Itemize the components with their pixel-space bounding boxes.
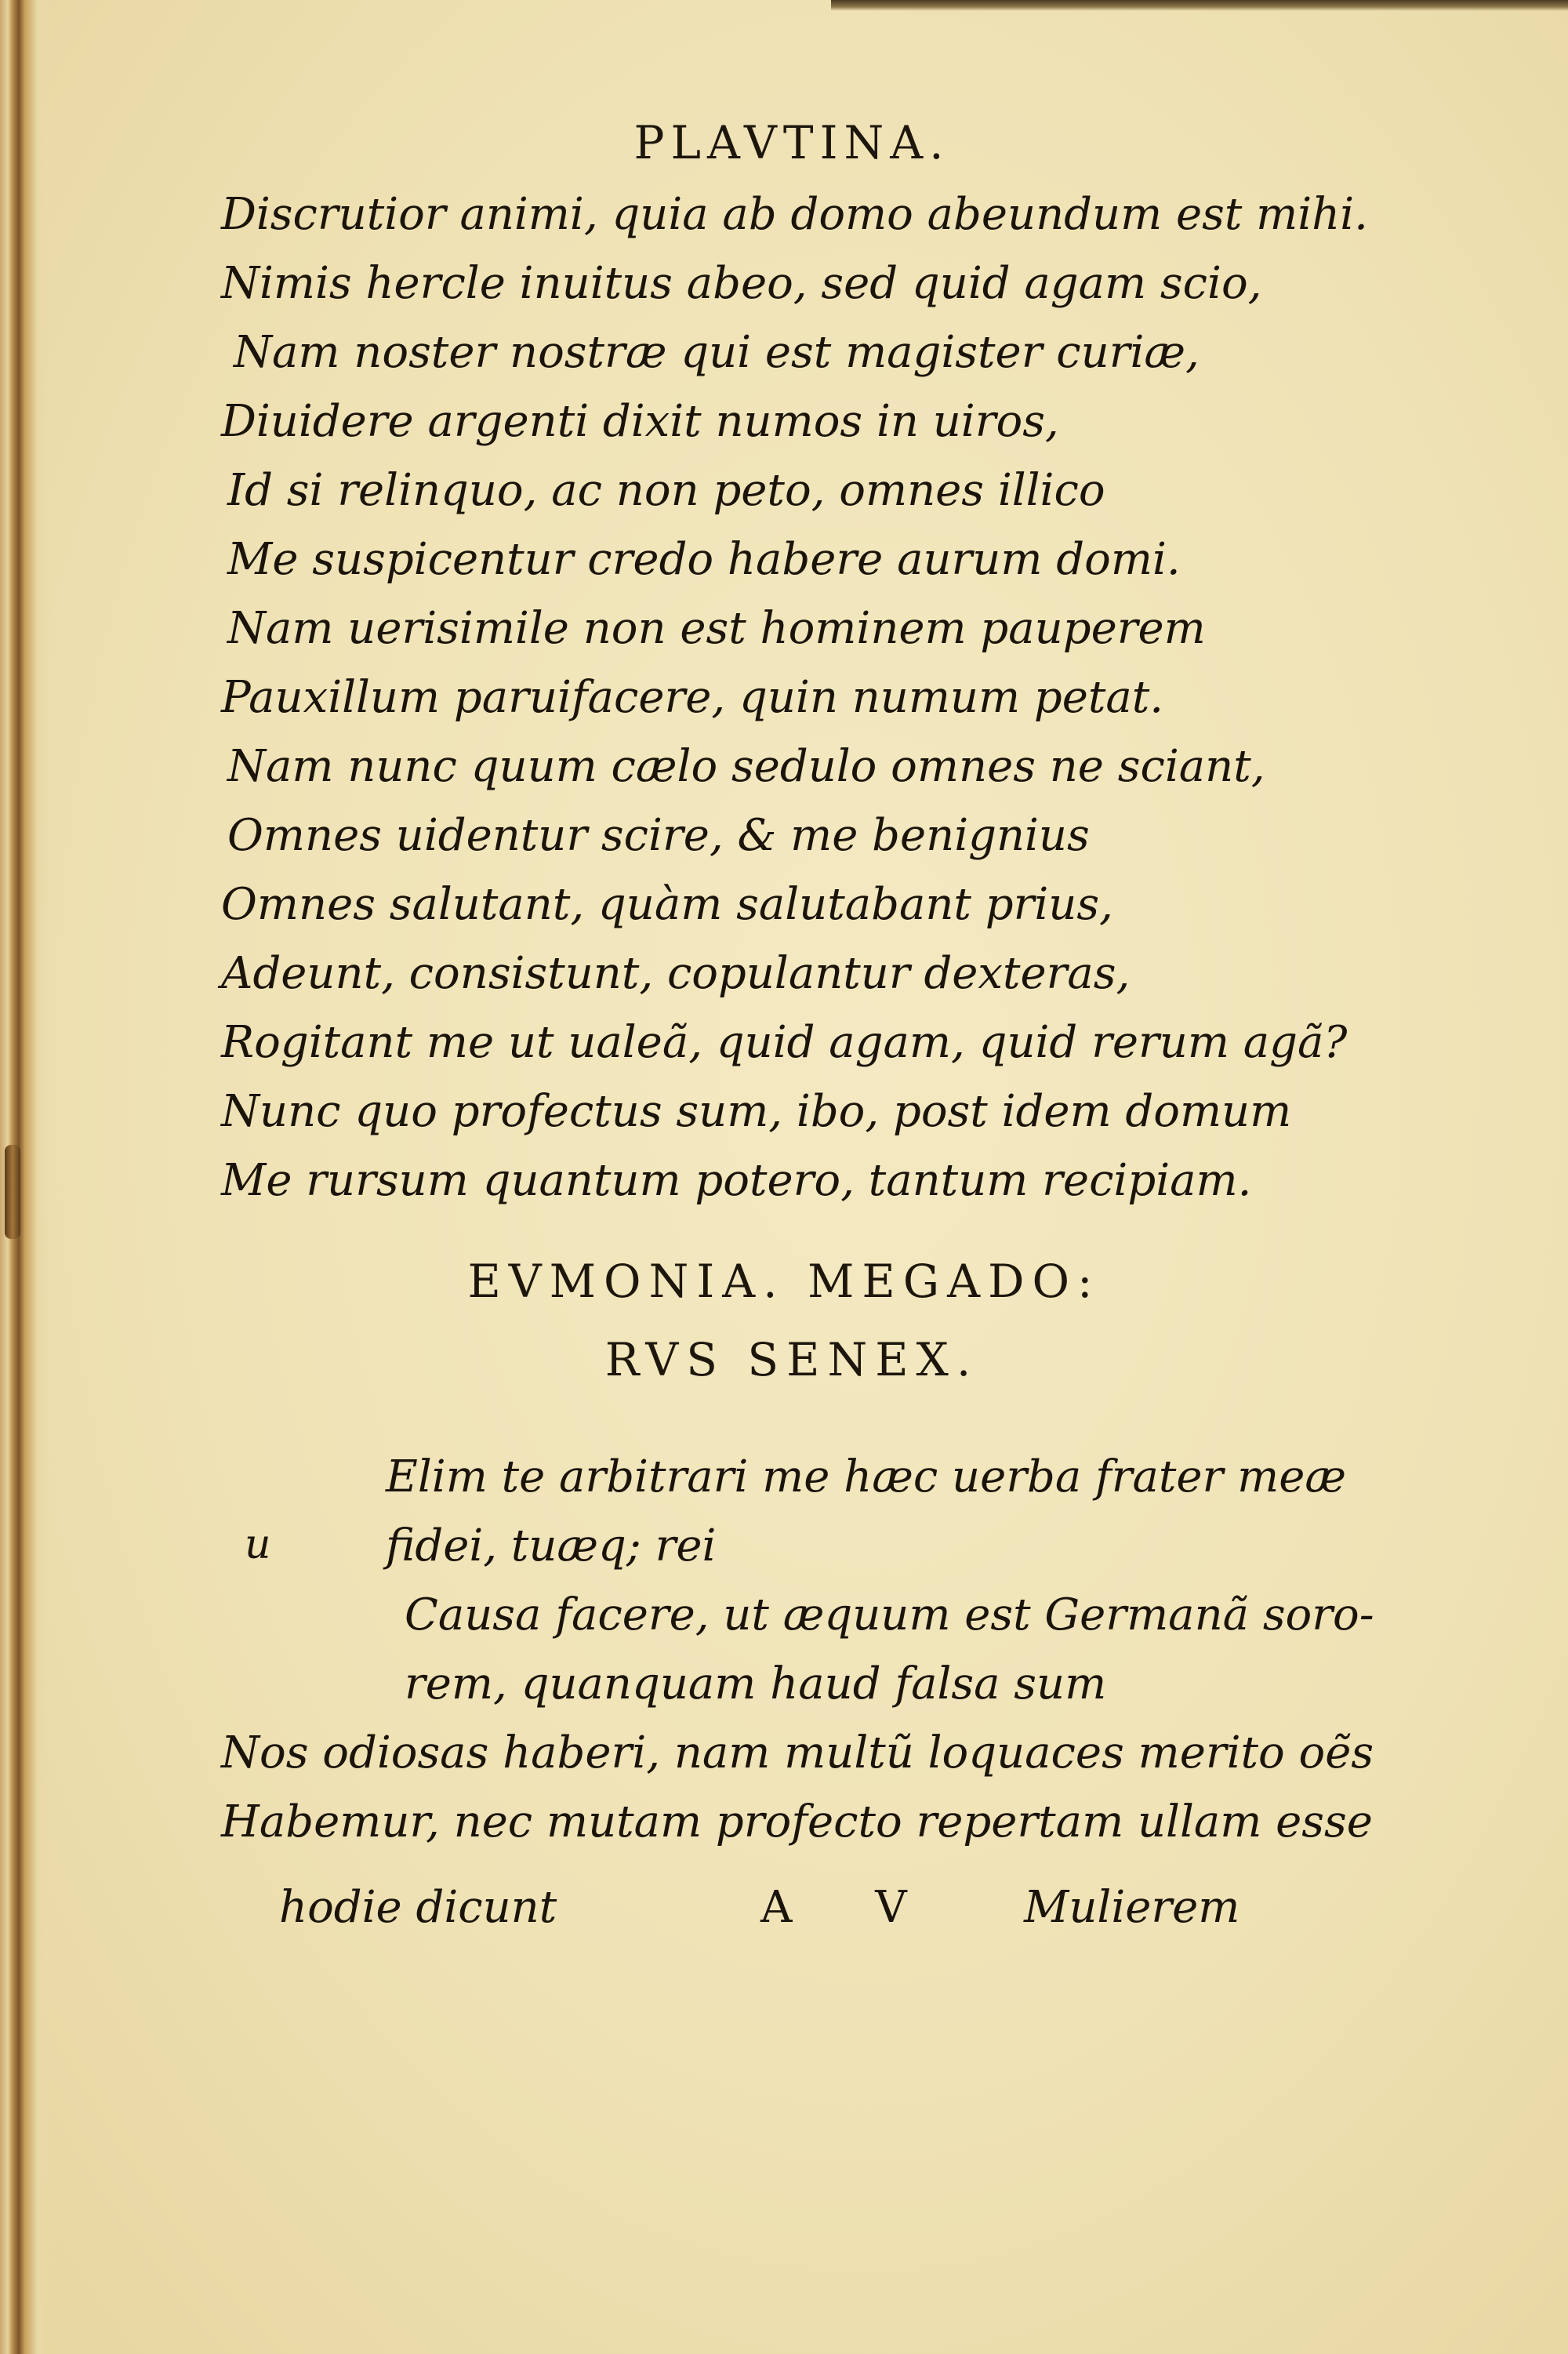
scene-verse-line: Nos odiosas haberi, nam multũ loquaces merito oẽs — [221, 1727, 1374, 1778]
scene-verse-line: Elim te arbitrari me hæc uerba frater meæ — [386, 1451, 1346, 1502]
scene-verse-line: fidei, tuæq; rei — [386, 1520, 717, 1571]
scene-verse-line: Causa facere, ut æquum est Germanã soro- — [405, 1589, 1374, 1640]
verse-line: Me suspicentur credo habere aurum domi. — [227, 534, 1181, 585]
verse-line: Pauxillum paruifacere, quin numum petat. — [221, 672, 1164, 723]
verse-line: Nam uerisimile non est hominem pauperem — [227, 603, 1206, 654]
binding-thread — [5, 1145, 20, 1239]
verse-line: Nam noster nostræ qui est magister curiæ, — [234, 327, 1200, 378]
verse-line: Omnes uidentur scire, & me benignius — [227, 810, 1090, 861]
verse-line: Adeunt, consistunt, copulantur dexteras, — [221, 948, 1131, 999]
scene-verse-line: rem, quanquam haud falsa sum — [405, 1658, 1107, 1709]
verse-line: Me rursum quantum potero, tantum recipiam. — [221, 1155, 1252, 1206]
running-head: PLAVTINA. — [633, 116, 950, 169]
scene-verse-line: Habemur, nec mutam profecto repertam ullam esse — [221, 1796, 1373, 1847]
verse-line: Diuidere argenti dixit numos in uiros, — [221, 396, 1059, 447]
verse-line: Discrutior animi, quia ab domo abeundum est mihi. — [221, 189, 1368, 240]
catchword: Mulierem — [1024, 1882, 1240, 1933]
verse-line: Id si relinquo, ac non peto, omnes illico — [227, 465, 1105, 516]
verse-line: Rogitant me ut ualeã, quid agam, quid rerum agã? — [221, 1017, 1348, 1068]
footer-catchline: hodie dicunt — [279, 1882, 557, 1933]
verse-line: Nimis hercle inuitus abeo, sed quid agam scio, — [221, 258, 1262, 309]
scene-heading-line-1: EVMONIA. MEGADO: — [467, 1255, 1101, 1308]
page-top-edge — [831, 0, 1568, 11]
margin-initial: u — [245, 1521, 271, 1568]
verse-line: Omnes salutant, quàm salutabant prius, — [221, 879, 1113, 930]
verse-line: Nam nunc quum cælo sedulo omnes ne sciant, — [227, 741, 1265, 792]
scene-heading-line-2: RVS SENEX. — [604, 1333, 979, 1386]
signature-mark: A V — [760, 1882, 942, 1933]
verse-line: Nunc quo profectus sum, ibo, post idem domum — [221, 1086, 1292, 1137]
